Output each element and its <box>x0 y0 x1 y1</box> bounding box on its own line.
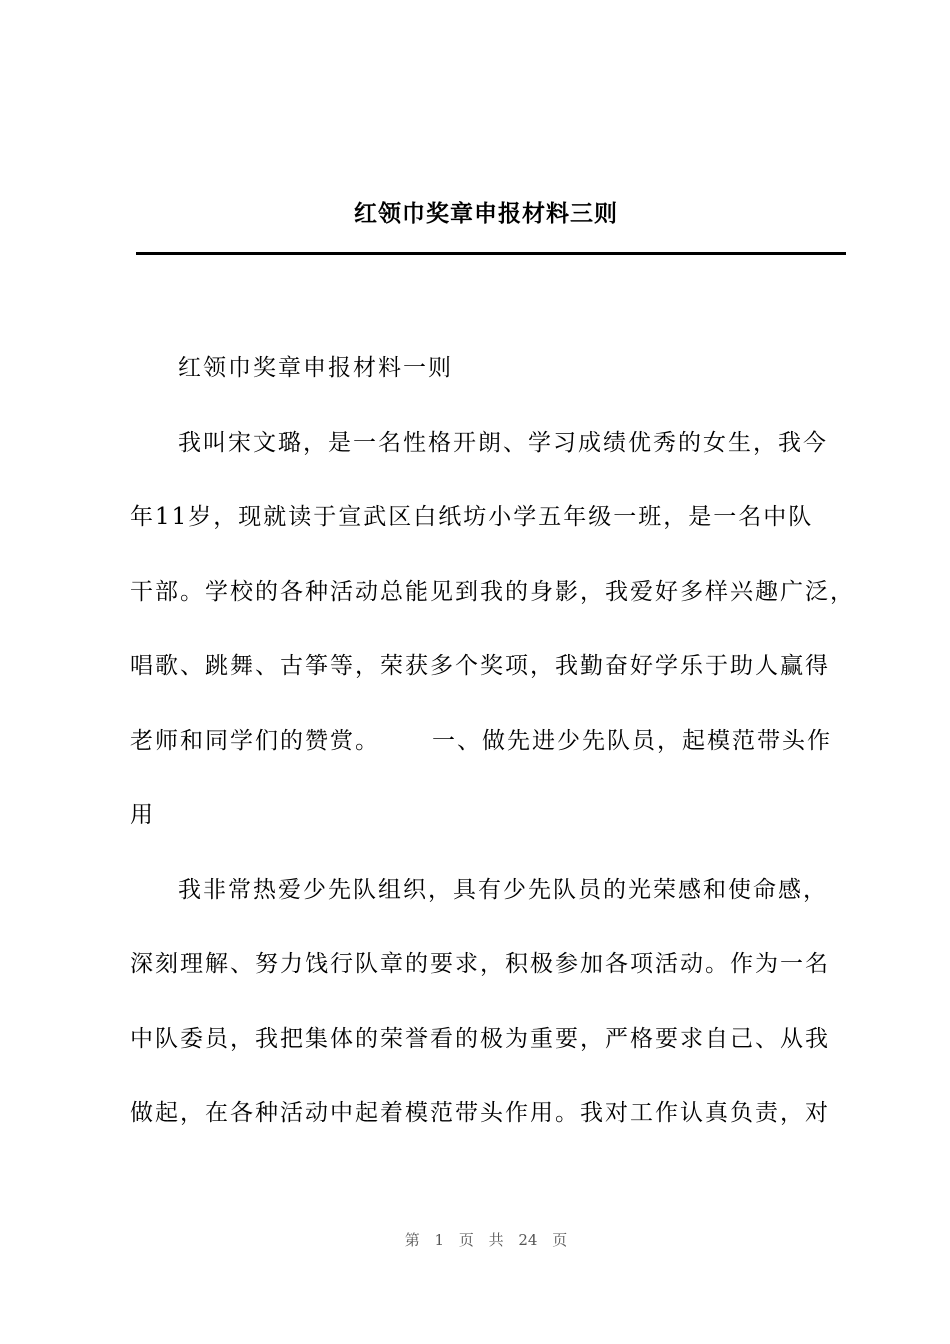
document-body <box>130 331 855 1151</box>
paragraph-line: 年11岁，现就读于宣武区白纸坊小学五年级一班，是一名中队 <box>130 504 814 530</box>
paragraph-line: 我叫宋文璐，是一名性格开朗、学习成绩优秀的女生，我今 <box>178 429 828 456</box>
section-heading: 红领巾奖章申报材料一则 <box>178 355 453 381</box>
title-underline <box>136 252 846 255</box>
paragraph-line-with-heading <box>130 704 850 779</box>
paragraph-line: 深刻理解、努力饯行队章的要求，积极参加各项活动。作为一名 <box>130 951 830 977</box>
paragraph-line: 干部。学校的各种活动总能见到我的身影，我爱好多样兴趣广泛， <box>130 578 855 605</box>
subheading-text: 一、做先进少先队员，起模范带头作 <box>432 727 832 754</box>
paragraph-line: 中队委员，我把集体的荣誉看的极为重要，严格要求自己、从我 <box>130 1025 830 1052</box>
paragraph-line: 唱歌、跳舞、古筝等，荣获多个奖项，我勤奋好学乐于助人赢得 <box>130 653 830 679</box>
page-number-footer: 第 1 页 共 24 页 <box>404 1231 568 1249</box>
paragraph-line: 老师和同学们的赞赏。 <box>130 727 380 754</box>
paragraph-line: 做起，在各种活动中起着模范带头作用。我对工作认真负责，对 <box>130 1100 830 1126</box>
paragraph-line: 我非常热爱少先队组织，具有少先队员的光荣感和使命感， <box>178 876 828 903</box>
subheading-continuation: 用 <box>130 802 155 828</box>
document-title: 红领巾奖章申报材料三则 <box>354 200 618 227</box>
